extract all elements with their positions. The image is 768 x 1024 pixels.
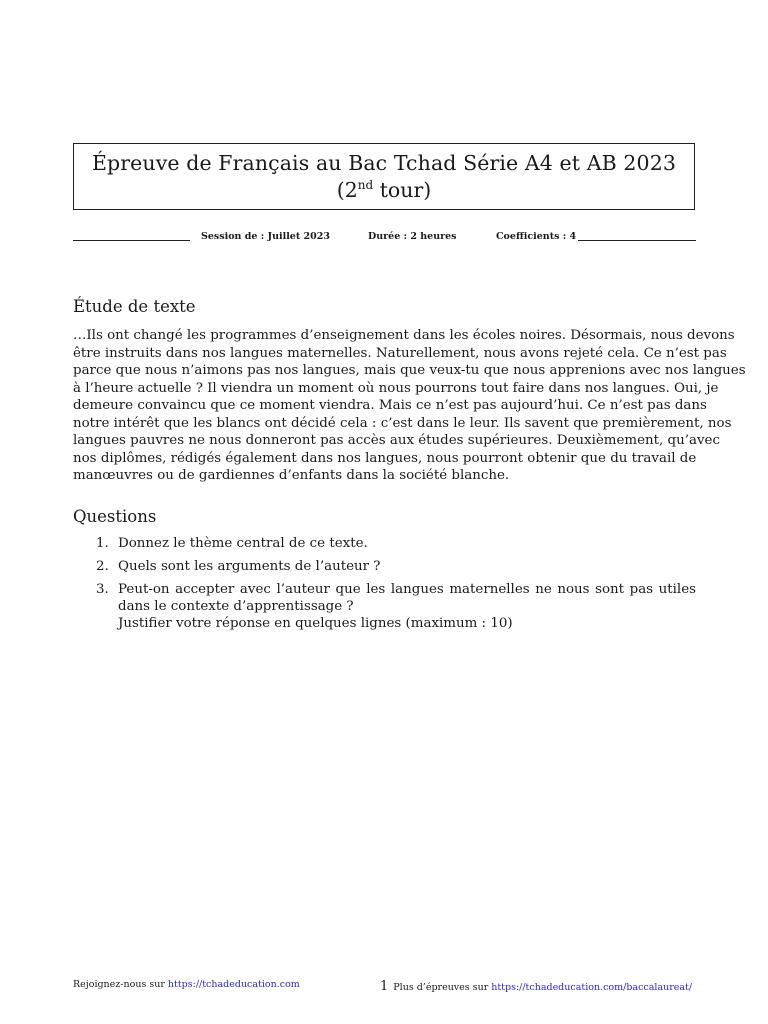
question-number: 3. bbox=[96, 582, 109, 597]
footer-site-link[interactable]: https://tchadeducation.com bbox=[167, 979, 300, 990]
text-passage bbox=[73, 327, 746, 485]
question-text: Donnez le thème central de ce texte. bbox=[118, 536, 368, 551]
exam-round bbox=[74, 178, 694, 202]
passage-line: nos diplômes, rédigés également dans nos langues, nous pourront obtenir que du travail de bbox=[73, 450, 697, 466]
session-info: Session de : Juillet 2023 bbox=[201, 231, 330, 242]
divider-left bbox=[73, 240, 190, 241]
footer-more-text: Plus d’épreuves sur bbox=[393, 982, 492, 993]
section-title-questions: Questions bbox=[73, 507, 157, 526]
exam-title-box bbox=[73, 143, 695, 210]
exam-title: Épreuve de Français au Bac Tchad Série A4 et AB 2023 bbox=[91, 151, 676, 175]
question-list bbox=[96, 535, 696, 638]
question-number: 2. bbox=[96, 559, 109, 574]
footer-right bbox=[380, 979, 692, 994]
passage-line: manœuvres ou de gardiennes d’enfants dans la société blanche. bbox=[73, 468, 510, 483]
exam-round-prefix: (2 bbox=[336, 178, 358, 202]
passage-line: notre intérêt que les blancs ont décidé cela : c’est dans le leur. Ils savent que premièrement, nos bbox=[73, 415, 732, 431]
exam-info-row bbox=[73, 231, 696, 245]
question-text: Peut-on accepter avec l’auteur que les langues maternelles ne nous sont pas utiles dans le contexte d’apprentissage ? bbox=[118, 582, 696, 614]
passage-line: parce que nous n’aimons pas nos langues, mais que veux-tu que nous apprenions avec nos langues bbox=[73, 363, 746, 378]
question-text: Quels sont les arguments de l’auteur ? bbox=[118, 559, 381, 574]
page-number: 1 bbox=[380, 979, 389, 994]
exam-round-suffix: tour) bbox=[373, 178, 432, 202]
question-item bbox=[96, 558, 696, 575]
divider-right bbox=[578, 240, 696, 241]
section-title-etude: Étude de texte bbox=[73, 297, 196, 316]
passage-line: langues pauvres ne nous donneront pas accès aux études supérieures. Deuxièmement, qu’avec bbox=[73, 433, 720, 448]
question-number: 1. bbox=[96, 536, 109, 551]
footer-left bbox=[73, 979, 300, 990]
question-item bbox=[96, 581, 696, 632]
duration-info: Durée : 2 heures bbox=[368, 231, 457, 242]
question-instruction: Justifier votre réponse en quelques lignes (maximum : 10) bbox=[118, 616, 513, 631]
passage-line: à l’heure actuelle ? Il viendra un moment où nous pourrons tout faire dans nos langues. Oui, je bbox=[73, 380, 719, 396]
exam-round-sup: nd bbox=[357, 178, 374, 192]
question-item bbox=[96, 535, 696, 552]
passage-line: …Ils ont changé les programmes d’enseignement dans les écoles noires. Désormais, nous devons bbox=[73, 328, 735, 343]
passage-line: être instruits dans nos langues maternelles. Naturellement, nous avons rejeté cela. Ce n’est pas bbox=[73, 345, 727, 361]
passage-line: demeure convaincu que ce moment viendra. Mais ce n’est pas aujourd’hui. Ce n’est pas dans bbox=[73, 398, 707, 413]
footer-bac-link[interactable]: https://tchadeducation.com/baccalaureat/ bbox=[491, 982, 693, 993]
footer-join-text: Rejoignez-nous sur bbox=[73, 979, 168, 990]
coefficient-info: Coefficients : 4 bbox=[496, 231, 577, 242]
